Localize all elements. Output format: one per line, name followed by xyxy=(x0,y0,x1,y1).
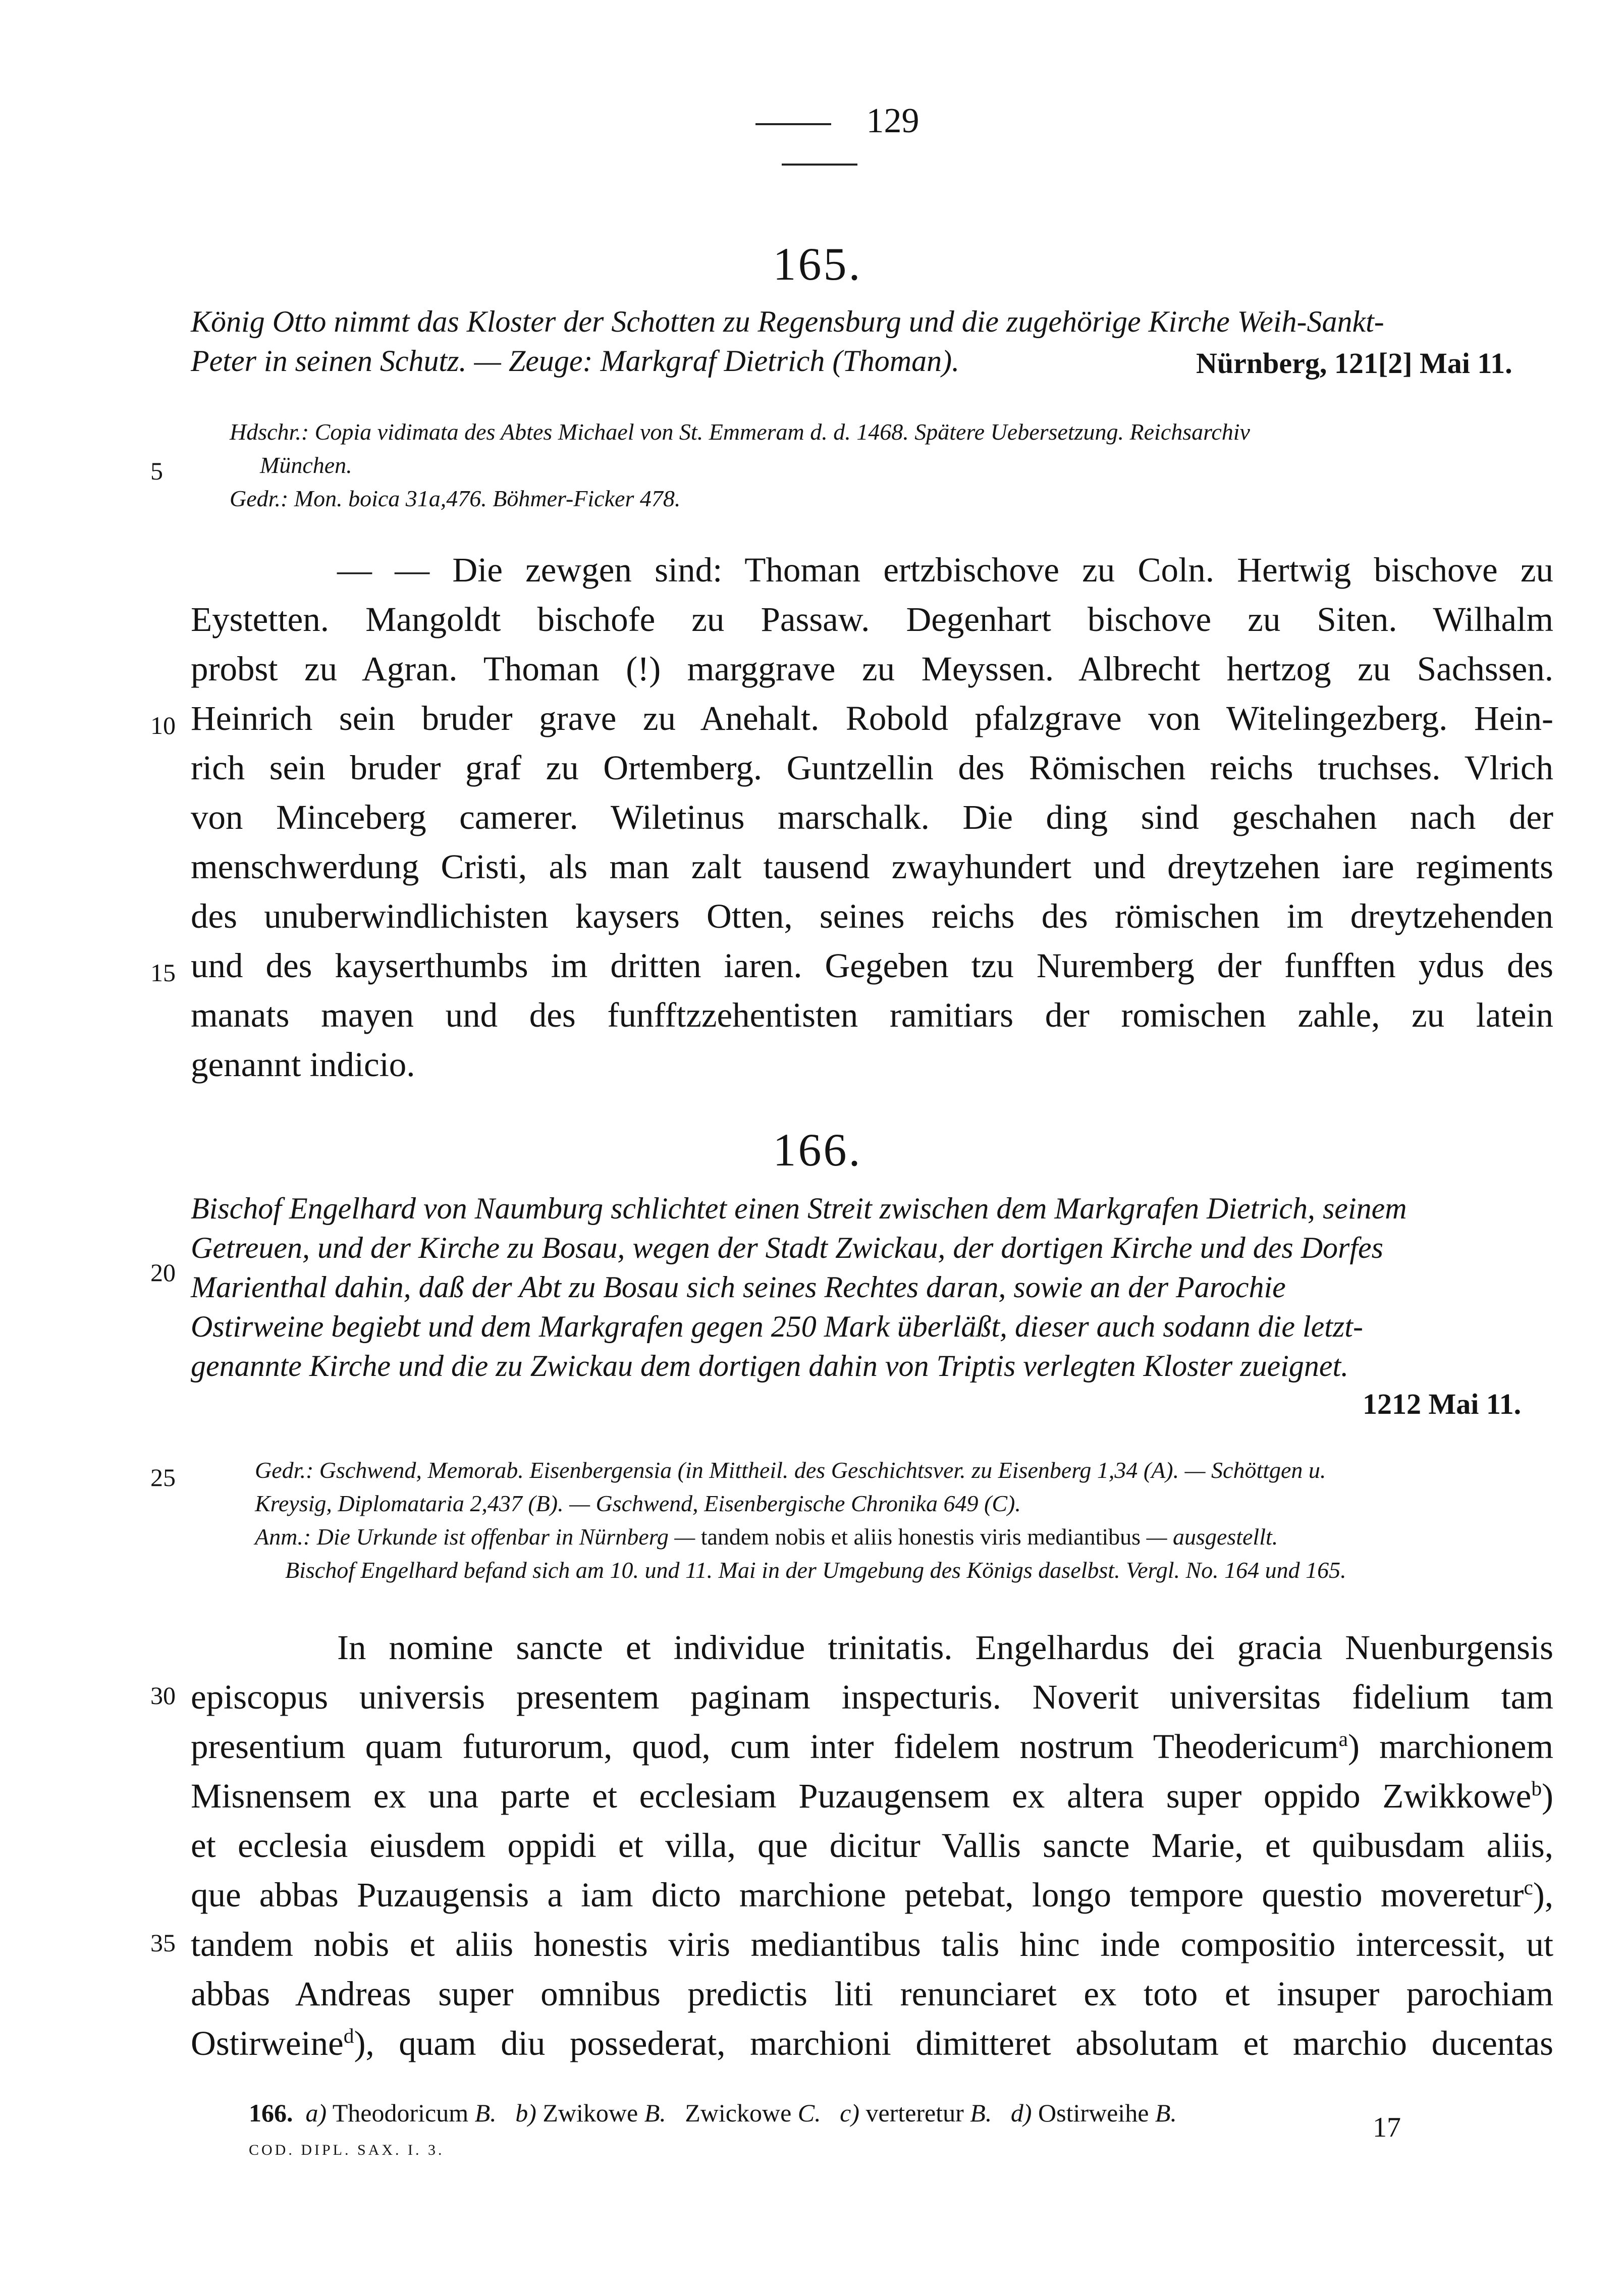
header-rule-left xyxy=(755,123,831,125)
note-mark: a xyxy=(1338,1727,1348,1750)
note-mark: d xyxy=(343,2024,354,2047)
apparatus-166 xyxy=(255,1454,1552,1587)
annotation-text: Anm.: Die Urkunde ist offenbar in Nürnberg — xyxy=(255,1524,695,1550)
apparatus-line: Gedr.: Mon. boica 31a,476. Böhmer-Ficker 478. xyxy=(230,486,681,511)
footnote-siglum: B. xyxy=(474,2099,497,2127)
apparatus-165 xyxy=(230,415,1552,515)
text-segment: Misnensem ex una parte et ecclesiam Puzaugensem ex altera super oppido Zwikkowe xyxy=(191,1777,1532,1815)
text-line: menschwerdung Cristi, als man zalt tausend zwayhundert und dreytzehen iare regiments xyxy=(191,847,1553,886)
footnote-mark: b) xyxy=(515,2099,536,2127)
footnote-text: Theodoricum xyxy=(332,2099,469,2127)
date-place-165: Nürnberg, 121[2] Mai 11. xyxy=(1196,347,1512,380)
header-rule-right xyxy=(782,164,857,166)
footnote-text: Ostirweihe xyxy=(1038,2099,1149,2127)
text-line: In nomine sancte et individue trinitatis. Engelhardus dei gracia Nuenburgensis xyxy=(337,1628,1553,1667)
regest-line: Bischof Engelhard von Naumburg schlichtet einen Streit zwischen dem Markgrafen Dietrich, seinem xyxy=(191,1192,1407,1225)
footnote-siglum: B. xyxy=(970,2099,992,2127)
apparatus-line: Hdschr.: Copia vidimata des Abtes Michael von St. Emmeram d. d. 1468. Spätere Uebersetzung. Reichsarchiv xyxy=(230,419,1250,445)
note-mark: c xyxy=(1524,1876,1533,1899)
text-segment: ), quam diu possederat, marchioni dimitteret absolutam et marchio ducentas xyxy=(354,2024,1553,2062)
footnote-text: Zwikowe xyxy=(543,2099,638,2127)
apparatus-line xyxy=(255,1520,1552,1554)
text-line: et ecclesia eiusdem oppidi et villa, que dicitur Vallis sancte Marie, et quibusdam aliis, xyxy=(191,1826,1553,1865)
line-number: 15 xyxy=(150,959,176,987)
text-segment: presentium quam futurorum, quod, cum inter fidelem nostrum Theodericum xyxy=(191,1727,1339,1766)
line-number: 30 xyxy=(150,1681,176,1710)
text-segment: que abbas Puzaugensis a iam dicto marchione petebat, longo tempore questio moveretur xyxy=(191,1876,1524,1914)
regest-line: Marienthal dahin, daß der Abt zu Bosau sich seines Rechtes daran, sowie an der Parochie xyxy=(191,1270,1286,1304)
text-line: episcopus universis presentem paginam inspecturis. Noverit universitas fidelium tam xyxy=(191,1678,1553,1716)
text-165 xyxy=(191,545,1553,1089)
text-line: des unuberwindlichisten kaysers Otten, seines reichs des römischen im dreytzehenden xyxy=(191,897,1553,935)
footnote-label: 166. xyxy=(249,2099,293,2127)
text-segment: ) xyxy=(1542,1777,1553,1815)
text-line: Heinrich sein bruder grave zu Anehalt. Robold pfalzgrave von Witelingezberg. Hein- xyxy=(191,699,1553,737)
text-segment: ), xyxy=(1533,1876,1553,1914)
text-line: manats mayen und des funfftzzehentisten ramitiars der romischen zahle, zu latein xyxy=(191,996,1553,1034)
text-line xyxy=(191,1722,1553,1771)
text-166 xyxy=(191,1623,1553,2068)
note-mark: b xyxy=(1531,1777,1542,1800)
apparatus-line: Gedr.: Gschwend, Memorab. Eisenbergensia (in Mittheil. des Geschichtsver. zu Eisenberg 1,34 (A). — Schöttgen u. xyxy=(255,1457,1326,1483)
text-line xyxy=(191,2018,1553,2068)
signature-line: COD. DIPL. SAX. I. 3. xyxy=(249,2142,445,2158)
text-line: von Minceberg camerer. Wiletinus marschalk. Die ding sind geschahen nach der xyxy=(191,798,1553,836)
signature-number: 17 xyxy=(1373,2112,1401,2143)
annotation-quote: tandem nobis et aliis honestis viris mediantibus xyxy=(700,1524,1141,1550)
document-number-166: 166. xyxy=(773,1124,862,1176)
regest-line: Ostirweine begiebt und dem Markgrafen gegen 250 Mark überläßt, dieser auch sodann die letzt- xyxy=(191,1310,1363,1343)
text-line: rich sein bruder graf zu Ortemberg. Guntzellin des Römischen reichs truchses. Vlrich xyxy=(191,749,1553,787)
footnote-text: verteretur xyxy=(865,2099,964,2127)
text-line xyxy=(191,1771,1553,1821)
footnote-mark: d) xyxy=(1010,2099,1032,2127)
footnote-siglum: C. xyxy=(797,2099,821,2127)
line-number: 10 xyxy=(150,711,176,739)
apparatus-line: Bischof Engelhard befand sich am 10. und 11. Mai in der Umgebung des Königs daselbst. Vergl. No. 164 und 165. xyxy=(285,1557,1346,1583)
regest-line: Peter in seinen Schutz. — Zeuge: Markgraf Dietrich (Thoman). xyxy=(191,344,960,378)
footnote-siglum: B. xyxy=(644,2099,666,2127)
line-number: 35 xyxy=(150,1929,176,1957)
text-line: tandem nobis et aliis honestis viris mediantibus talis hinc inde compositio intercessit, ut xyxy=(191,1925,1553,1963)
apparatus-line: München. xyxy=(260,452,352,478)
page-number xyxy=(668,101,971,182)
regest-166 xyxy=(191,1189,1553,1386)
text-line: Eystetten. Mangoldt bischofe zu Passaw. Degenhart bischove zu Siten. Wilhalm xyxy=(191,600,1553,639)
text-line: und des kayserthumbs im dritten iaren. Gegeben tzu Nuremberg der funfften ydus des xyxy=(191,946,1553,985)
regest-line: genannte Kirche und die zu Zwickau dem dortigen dahin von Triptis verlegten Kloster zueignet. xyxy=(191,1349,1349,1383)
footnotes xyxy=(249,2098,1177,2128)
regest-line: König Otto nimmt das Kloster der Schotten zu Regensburg und die zugehörige Kirche Weih-Sankt- xyxy=(191,305,1384,338)
text-line: probst zu Agran. Thoman (!) marggrave zu Meyssen. Albrecht hertzog zu Sachssen. xyxy=(191,650,1553,688)
text-line xyxy=(191,1870,1553,1920)
text-segment: ) marchionem xyxy=(1347,1727,1553,1766)
footnote-text: Zwickowe xyxy=(685,2099,792,2127)
regest-line: Getreuen, und der Kirche zu Bosau, wegen der Stadt Zwickau, der dortigen Kirche und des Dorfes xyxy=(191,1231,1384,1264)
footnote-mark: c) xyxy=(840,2099,859,2127)
apparatus-line: Kreysig, Diplomataria 2,437 (B). — Gschwend, Eisenbergische Chronika 649 (C). xyxy=(255,1491,1021,1516)
footnote-mark: a) xyxy=(305,2099,327,2127)
text-segment: Ostirweine xyxy=(191,2024,344,2062)
text-line: — — Die zewgen sind: Thoman ertzbischove zu Coln. Hertwig bischove zu xyxy=(337,551,1553,589)
page-number-text: 129 xyxy=(866,101,919,140)
line-number: 25 xyxy=(150,1463,176,1492)
document-number-165: 165. xyxy=(773,238,862,290)
text-line: abbas Andreas super omnibus predictis liti renunciaret ex toto et insuper parochiam xyxy=(191,1975,1553,2013)
line-number: 20 xyxy=(150,1258,176,1287)
annotation-text: — ausgestellt. xyxy=(1146,1524,1278,1550)
text-line: genannt indicio. xyxy=(191,1045,415,1084)
date-place-166: 1212 Mai 11. xyxy=(1363,1388,1522,1420)
footnote-siglum: B. xyxy=(1155,2099,1177,2127)
line-number: 5 xyxy=(150,457,163,485)
